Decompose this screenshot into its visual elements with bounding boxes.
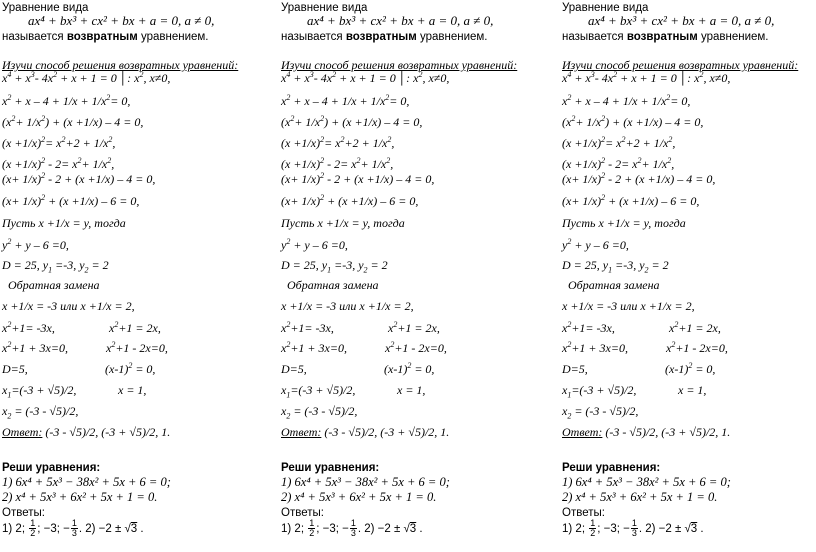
answers-title: Ответы: [281,507,324,519]
right-step-4: x = 1, [397,383,426,397]
right-step-2: $x^2+1 - 2x=0$, [666,340,728,355]
task-2: 2) x⁴ + 5x³ + 6x² + 5x + 1 = 0. [2,490,158,504]
intro-title: Уравнение вида [2,2,89,14]
answer-value: (-3 - √5)/2, (-3 + √5)/2, 1. [602,425,731,439]
solve-title: Реши уравнения: [562,462,661,474]
worksheet-column [281,0,543,552]
study-heading: Изучи способ решения возвратных уравнений: [2,58,239,72]
task-2: 2) x⁴ + 5x³ + 6x² + 5x + 1 = 0. [281,490,437,504]
answer-label: Ответ: [562,425,603,439]
step-2: $x^2 + x - 4 + 1/x + 1/x^2= 0$, [562,93,691,108]
right-step-2: $x^2+1 - 2x=0$, [385,340,447,355]
intro-title: Уравнение вида [281,2,368,14]
fraction-one-half: $\frac{1}{2}$ [30,518,36,539]
task-1: 1) 6x⁴ + 5x³ − 38x² + 5x + 6 = 0; [562,475,731,489]
fraction-one-half: $\frac{1}{2}$ [309,518,315,539]
intro-prefix: называется [562,31,627,43]
discriminant: D = 25, $y_1 =-3$, $y_2 = 2$ [281,258,388,275]
substitution: Пусть x +1/x = y, тогда [2,216,126,230]
left-step-4: $x_1=(-3 + √5)/2$, [562,383,637,400]
left-step-3: D=5, [2,362,28,376]
right-step-3: $(x-1)^2 = 0$, [384,361,435,376]
step-3: $(x^2+ 1/x^2) + (x +1/x) - 4 = 0$, [281,114,423,129]
answers-line: 1) 2; $\frac{1}{2}$ ; −3; − $\frac{1}{3}$ . 2) −2 ± √3 . [281,518,423,539]
sqrt-icon: √ [124,523,131,535]
left-step-3: D=5, [281,362,307,376]
intro-title: Уравнение вида [562,2,649,14]
intro-suffix: уравнением. [416,31,488,43]
right-step-3: $(x-1)^2 = 0$, [665,361,716,376]
y-equation: $y^2 + y - 6 =0$, [2,237,69,252]
left-step-4: $x_1=(-3 + √5)/2$, [2,383,77,400]
back-substitution-title: Обратная замена [8,278,100,292]
step-6: $(x+ 1/x)^2 - 2 + (x +1/x) - 4 = 0$, [562,171,716,186]
left-step-1: $x^2+1= -3x$, [281,320,334,335]
sqrt-icon: √ [403,523,410,535]
step-7: $(x+ 1/x)^2 + (x +1/x) - 6 = 0$, [281,193,419,208]
step-2: $x^2 + x - 4 + 1/x + 1/x^2= 0$, [2,93,131,108]
or-line: x +1/x = -3 или x +1/x = 2, [2,299,135,313]
answers-title: Ответы: [562,507,605,519]
or-line: x +1/x = -3 или x +1/x = 2, [281,299,414,313]
left-step-5: $x_2 = (-3 - √5)/2$, [2,404,79,421]
study-heading: Изучи способ решения возвратных уравнений: [281,58,518,72]
left-step-1: $x^2+1= -3x$, [2,320,55,335]
left-step-3: D=5, [562,362,588,376]
step-1: $x^4 + x^3-$ $4x^2 + x + 1 = 0$ │: $x^2$, x≠0, [2,70,171,85]
answers-line: 1) 2; $\frac{1}{2}$ ; −3; − $\frac{1}{3}$ . 2) −2 ± √3 . [2,518,144,539]
intro-equation: ax⁴ + bx³ + cx² + bx + a = 0, a ≠ 0, [28,13,215,28]
intro-suffix: уравнением. [137,31,209,43]
right-step-4: x = 1, [118,383,147,397]
fraction-one-third: $\frac{1}{3}$ [631,518,637,539]
intro-prefix: называется [281,31,346,43]
intro-definition [562,30,769,44]
intro-definition [281,30,488,44]
intro-prefix: называется [2,31,67,43]
intro-bold-term: возвратным [66,31,138,43]
right-step-1: $x^2+1 = 2x$, [109,320,161,335]
right-step-4: x = 1, [678,383,707,397]
intro-equation: ax⁴ + bx³ + cx² + bx + a = 0, a ≠ 0, [307,13,494,28]
step-5: $(x +1/x)^2 - 2= x^2+ 1/x^2$, [562,156,675,171]
task-2: 2) x⁴ + 5x³ + 6x² + 5x + 1 = 0. [562,490,718,504]
left-step-1: $x^2+1= -3x$, [562,320,615,335]
answer-label: Ответ: [281,425,322,439]
sqrt-icon: √ [684,523,691,535]
y-equation: $y^2 + y - 6 =0$, [562,237,629,252]
answer-value: (-3 - √5)/2, (-3 + √5)/2, 1. [321,425,450,439]
back-substitution-title: Обратная замена [568,278,660,292]
discriminant: D = 25, $y_1 =-3$, $y_2 = 2$ [562,258,669,275]
solve-title: Реши уравнения: [281,462,380,474]
left-step-2: $x^2+1 + 3x=0$, [562,340,628,355]
or-line: x +1/x = -3 или x +1/x = 2, [562,299,695,313]
discriminant: D = 25, $y_1 =-3$, $y_2 = 2$ [2,258,109,275]
step-7: $(x+ 1/x)^2 + (x +1/x) - 6 = 0$, [2,193,140,208]
step-6: $(x+ 1/x)^2 - 2 + (x +1/x) - 4 = 0$, [281,171,435,186]
step-4: $(x +1/x)^2= x^2+2 + 1/x^2$, [562,135,676,150]
y-equation: $y^2 + y - 6 =0$, [281,237,348,252]
step-4: $(x +1/x)^2= x^2+2 + 1/x^2$, [2,135,116,150]
answer-line [562,425,730,439]
intro-definition [2,30,209,44]
worksheet-column [562,0,816,552]
back-substitution-title: Обратная замена [287,278,379,292]
step-1: $x^4 + x^3-$ $4x^2 + x + 1 = 0$ │: $x^2$, x≠0, [562,70,731,85]
intro-equation: ax⁴ + bx³ + cx² + bx + a = 0, a ≠ 0, [588,13,775,28]
right-step-2: $x^2+1 - 2x=0$, [106,340,168,355]
left-step-5: $x_2 = (-3 - √5)/2$, [281,404,358,421]
step-6: $(x+ 1/x)^2 - 2 + (x +1/x) - 4 = 0$, [2,171,156,186]
intro-bold-term: возвратным [345,31,417,43]
step-7: $(x+ 1/x)^2 + (x +1/x) - 6 = 0$, [562,193,700,208]
step-5: $(x +1/x)^2 - 2= x^2+ 1/x^2$, [281,156,394,171]
task-1: 1) 6x⁴ + 5x³ − 38x² + 5x + 6 = 0; [2,475,171,489]
intro-suffix: уравнением. [697,31,769,43]
step-3: $(x^2+ 1/x^2) + (x +1/x) - 4 = 0$, [2,114,144,129]
intro-bold-term: возвратным [626,31,698,43]
answer-line [281,425,449,439]
left-step-2: $x^2+1 + 3x=0$, [281,340,347,355]
study-heading: Изучи способ решения возвратных уравнений: [562,58,799,72]
worksheet-column [2,0,264,552]
right-step-3: $(x-1)^2 = 0$, [105,361,156,376]
left-step-5: $x_2 = (-3 - √5)/2$, [562,404,639,421]
fraction-one-half: $\frac{1}{2}$ [590,518,596,539]
step-3: $(x^2+ 1/x^2) + (x +1/x) - 4 = 0$, [562,114,704,129]
fraction-one-third: $\frac{1}{3}$ [71,518,77,539]
answers-title: Ответы: [2,507,45,519]
step-1: $x^4 + x^3-$ $4x^2 + x + 1 = 0$ │: $x^2$, x≠0, [281,70,450,85]
answers-line: 1) 2; $\frac{1}{2}$ ; −3; − $\frac{1}{3}$ . 2) −2 ± √3 . [562,518,704,539]
fraction-one-third: $\frac{1}{3}$ [350,518,356,539]
substitution: Пусть x +1/x = y, тогда [281,216,405,230]
right-step-1: $x^2+1 = 2x$, [669,320,721,335]
step-2: $x^2 + x - 4 + 1/x + 1/x^2= 0$, [281,93,410,108]
left-step-4: $x_1=(-3 + √5)/2$, [281,383,356,400]
left-step-2: $x^2+1 + 3x=0$, [2,340,68,355]
task-1: 1) 6x⁴ + 5x³ − 38x² + 5x + 6 = 0; [281,475,450,489]
step-4: $(x +1/x)^2= x^2+2 + 1/x^2$, [281,135,395,150]
substitution: Пусть x +1/x = y, тогда [562,216,686,230]
answer-value: (-3 - √5)/2, (-3 + √5)/2, 1. [42,425,171,439]
answer-line [2,425,170,439]
right-step-1: $x^2+1 = 2x$, [388,320,440,335]
solve-title: Реши уравнения: [2,462,101,474]
step-5: $(x +1/x)^2 - 2= x^2+ 1/x^2$, [2,156,115,171]
answer-label: Ответ: [2,425,43,439]
